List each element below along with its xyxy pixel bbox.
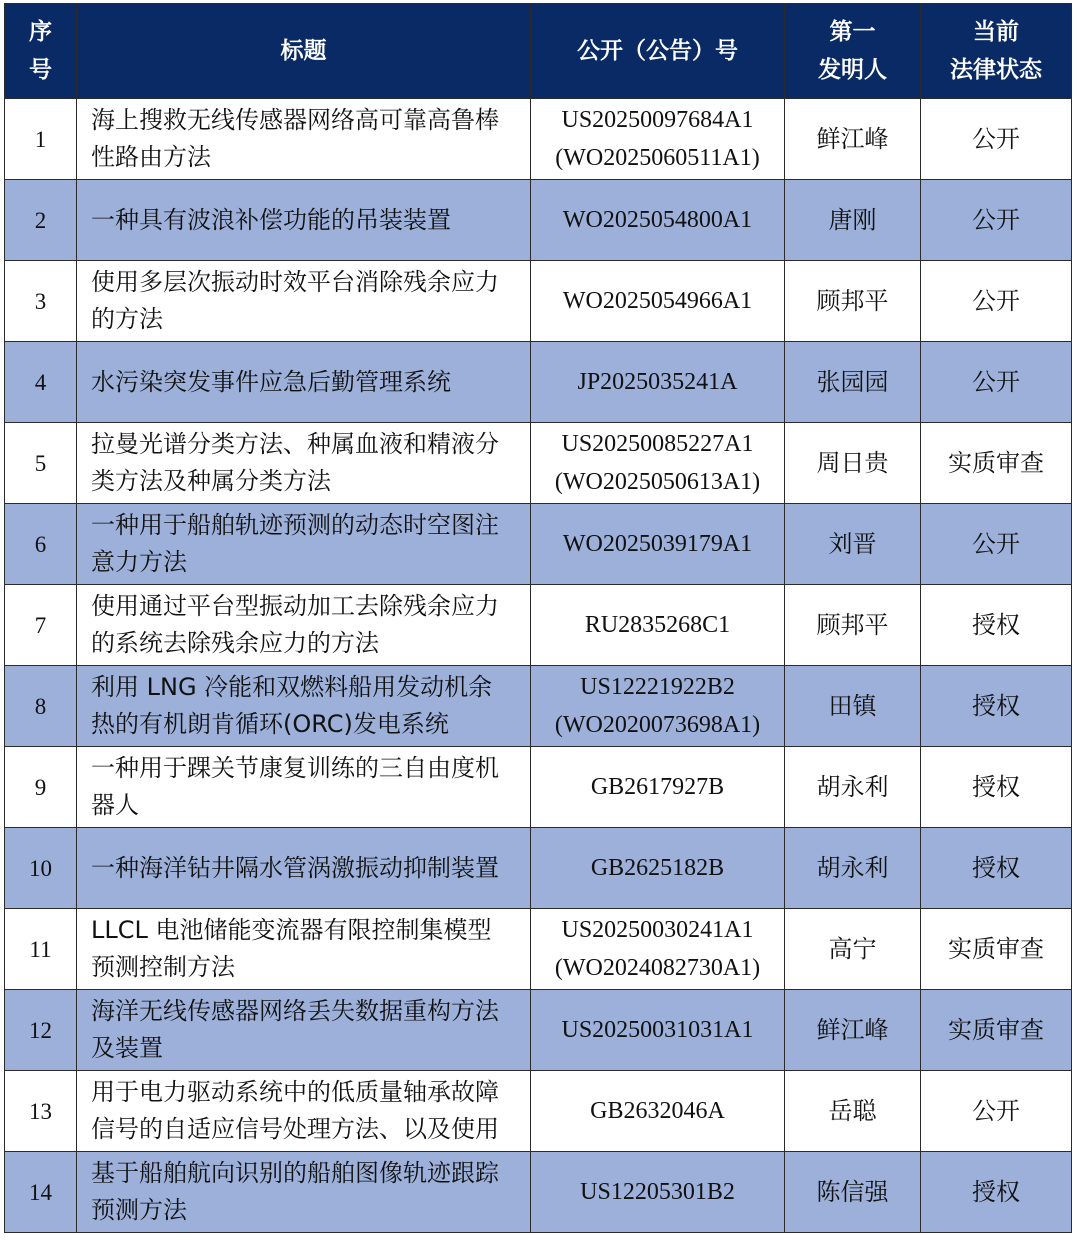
header-title: 标题 bbox=[77, 4, 531, 99]
publication-number-line: GB2625182B bbox=[590, 855, 725, 881]
table-row bbox=[5, 1071, 1072, 1152]
row-inventor-cell: 顾邦平 bbox=[785, 261, 921, 342]
table-row bbox=[5, 180, 1072, 261]
row-inventor-cell: 鲜江峰 bbox=[785, 99, 921, 180]
patent-table bbox=[4, 3, 1072, 1233]
row-inventor-cell: 顾邦平 bbox=[785, 585, 921, 666]
publication-number-line: US20250031031A1 bbox=[561, 1017, 754, 1043]
row-seq-cell: 3 bbox=[5, 261, 77, 342]
row-status-cell: 授权 bbox=[921, 1152, 1072, 1233]
row-status-cell: 公开 bbox=[921, 99, 1072, 180]
row-inventor-cell: 鲜江峰 bbox=[785, 990, 921, 1071]
header-inventor-line: 第一 bbox=[829, 19, 876, 45]
row-inventor-cell: 周日贵 bbox=[785, 423, 921, 504]
row-seq-cell: 1 bbox=[5, 99, 77, 180]
title-line: 信号的自适应信号处理方法、以及使用 bbox=[91, 1115, 499, 1143]
table-row bbox=[5, 423, 1072, 504]
row-title-cell bbox=[77, 180, 531, 261]
row-inventor-cell: 刘晋 bbox=[785, 504, 921, 585]
row-inventor-cell: 胡永利 bbox=[785, 747, 921, 828]
row-seq-cell: 8 bbox=[5, 666, 77, 747]
title-line: 基于船舶航向识别的船舶图像轨迹跟踪 bbox=[91, 1159, 499, 1187]
title-line: 及装置 bbox=[91, 1034, 163, 1062]
row-title-cell bbox=[77, 342, 531, 423]
row-publication-cell bbox=[531, 180, 785, 261]
row-title-cell bbox=[77, 747, 531, 828]
row-status-cell: 实质审查 bbox=[921, 990, 1072, 1071]
table-row bbox=[5, 261, 1072, 342]
row-status-cell: 公开 bbox=[921, 1071, 1072, 1152]
header-seq-line: 号 bbox=[29, 57, 52, 83]
title-line: 海洋无线传感器网络丢失数据重构方法 bbox=[91, 997, 499, 1025]
row-status-cell: 实质审查 bbox=[921, 423, 1072, 504]
row-title-cell bbox=[77, 666, 531, 747]
title-line: LLCL 电池储能变流器有限控制集模型 bbox=[91, 916, 492, 944]
publication-number-line: WO2025039179A1 bbox=[562, 531, 753, 557]
row-inventor-cell: 陈信强 bbox=[785, 1152, 921, 1233]
row-seq-cell: 5 bbox=[5, 423, 77, 504]
row-seq-cell: 13 bbox=[5, 1071, 77, 1152]
title-line: 使用通过平台型振动加工去除残余应力 bbox=[91, 592, 499, 620]
title-line: 预测方法 bbox=[91, 1196, 187, 1224]
row-title-cell bbox=[77, 990, 531, 1071]
header-first-inventor bbox=[785, 4, 921, 99]
table-row bbox=[5, 1152, 1072, 1233]
row-publication-cell bbox=[531, 1071, 785, 1152]
title-line: 用于电力驱动系统中的低质量轴承故障 bbox=[91, 1078, 499, 1106]
row-status-cell: 授权 bbox=[921, 828, 1072, 909]
row-status-cell: 公开 bbox=[921, 504, 1072, 585]
row-inventor-cell: 张园园 bbox=[785, 342, 921, 423]
header-seq-line: 序 bbox=[29, 19, 52, 45]
table-row bbox=[5, 342, 1072, 423]
publication-number-line: RU2835268C1 bbox=[584, 612, 731, 638]
row-seq-cell: 7 bbox=[5, 585, 77, 666]
title-line: 利用 LNG 冷能和双燃料船用发动机余 bbox=[91, 673, 493, 701]
row-inventor-cell: 胡永利 bbox=[785, 828, 921, 909]
row-seq-cell: 6 bbox=[5, 504, 77, 585]
row-seq-cell: 14 bbox=[5, 1152, 77, 1233]
title-line: 一种用于踝关节康复训练的三自由度机 bbox=[91, 754, 499, 782]
title-line: 热的有机朗肯循环(ORC)发电系统 bbox=[91, 710, 449, 738]
row-title-cell bbox=[77, 909, 531, 990]
header-status-line: 当前 bbox=[973, 19, 1019, 45]
title-line: 一种用于船舶轨迹预测的动态时空图注 bbox=[91, 511, 499, 539]
publication-number-line: (WO2025050613A1) bbox=[554, 469, 761, 495]
row-title-cell bbox=[77, 1152, 531, 1233]
row-publication-cell bbox=[531, 747, 785, 828]
row-status-cell: 公开 bbox=[921, 180, 1072, 261]
title-line: 预测控制方法 bbox=[91, 953, 235, 981]
publication-number-line: (WO2020073698A1) bbox=[554, 712, 761, 738]
publication-number-line: (WO2024082730A1) bbox=[554, 955, 761, 981]
title-line: 一种海洋钻井隔水管涡激振动抑制装置 bbox=[91, 853, 499, 882]
title-line: 性路由方法 bbox=[91, 143, 211, 171]
row-publication-cell bbox=[531, 666, 785, 747]
header-status-line: 法律状态 bbox=[950, 57, 1042, 83]
table-row bbox=[5, 666, 1072, 747]
row-status-cell: 公开 bbox=[921, 342, 1072, 423]
row-inventor-cell: 岳聪 bbox=[785, 1071, 921, 1152]
publication-number-line: US20250085227A1 bbox=[561, 431, 754, 457]
row-publication-cell bbox=[531, 99, 785, 180]
row-title-cell bbox=[77, 828, 531, 909]
row-status-cell: 公开 bbox=[921, 261, 1072, 342]
row-publication-cell bbox=[531, 504, 785, 585]
row-title-cell bbox=[77, 504, 531, 585]
row-status-cell: 实质审查 bbox=[921, 909, 1072, 990]
row-title-cell bbox=[77, 99, 531, 180]
row-publication-cell bbox=[531, 828, 785, 909]
publication-number-line: GB2617927B bbox=[590, 774, 725, 800]
row-publication-cell bbox=[531, 909, 785, 990]
row-publication-cell bbox=[531, 585, 785, 666]
header-seq bbox=[5, 4, 77, 99]
title-line: 类方法及种属分类方法 bbox=[91, 467, 331, 495]
table-row bbox=[5, 990, 1072, 1071]
header-inventor-line: 发明人 bbox=[818, 57, 887, 83]
header-legal-status bbox=[921, 4, 1072, 99]
row-status-cell: 授权 bbox=[921, 666, 1072, 747]
row-status-cell: 授权 bbox=[921, 585, 1072, 666]
table-row bbox=[5, 99, 1072, 180]
row-seq-cell: 4 bbox=[5, 342, 77, 423]
title-line: 海上搜救无线传感器网络高可靠高鲁棒 bbox=[91, 106, 499, 134]
publication-number-line: US12221922B2 bbox=[580, 674, 735, 700]
row-seq-cell: 12 bbox=[5, 990, 77, 1071]
publication-number-line: (WO2025060511A1) bbox=[555, 145, 760, 171]
row-seq-cell: 2 bbox=[5, 180, 77, 261]
title-line: 器人 bbox=[91, 791, 139, 819]
title-line: 水污染突发事件应急后勤管理系统 bbox=[91, 367, 451, 396]
publication-number-line: WO2025054800A1 bbox=[562, 207, 753, 233]
header-row bbox=[5, 4, 1072, 99]
table-row bbox=[5, 909, 1072, 990]
row-seq-cell: 10 bbox=[5, 828, 77, 909]
publication-number-line: JP2025035241A bbox=[577, 369, 738, 395]
publication-number-line: US20250030241A1 bbox=[561, 917, 754, 943]
row-inventor-cell: 高宁 bbox=[785, 909, 921, 990]
row-inventor-cell: 田镇 bbox=[785, 666, 921, 747]
table-body bbox=[5, 99, 1072, 1233]
title-line: 使用多层次振动时效平台消除残余应力 bbox=[91, 268, 499, 296]
table-row bbox=[5, 585, 1072, 666]
row-publication-cell bbox=[531, 990, 785, 1071]
row-title-cell bbox=[77, 261, 531, 342]
row-publication-cell bbox=[531, 1152, 785, 1233]
table-row bbox=[5, 504, 1072, 585]
publication-number-line: US20250097684A1 bbox=[561, 107, 754, 133]
title-line: 拉曼光谱分类方法、种属血液和精液分 bbox=[91, 430, 499, 458]
row-publication-cell bbox=[531, 261, 785, 342]
title-line: 的方法 bbox=[91, 305, 163, 333]
title-line: 的系统去除残余应力的方法 bbox=[91, 629, 379, 657]
patent-table-container bbox=[4, 3, 1071, 1233]
table-row bbox=[5, 828, 1072, 909]
row-publication-cell bbox=[531, 342, 785, 423]
title-line: 一种具有波浪补偿功能的吊装装置 bbox=[91, 205, 451, 234]
row-title-cell bbox=[77, 1071, 531, 1152]
row-status-cell: 授权 bbox=[921, 747, 1072, 828]
row-seq-cell: 11 bbox=[5, 909, 77, 990]
header-publication-number: 公开（公告）号 bbox=[531, 4, 785, 99]
row-publication-cell bbox=[531, 423, 785, 504]
title-line: 意力方法 bbox=[91, 548, 187, 576]
row-inventor-cell: 唐刚 bbox=[785, 180, 921, 261]
row-title-cell bbox=[77, 423, 531, 504]
row-seq-cell: 9 bbox=[5, 747, 77, 828]
row-title-cell bbox=[77, 585, 531, 666]
publication-number-line: WO2025054966A1 bbox=[562, 288, 753, 314]
publication-number-line: GB2632046A bbox=[590, 1098, 725, 1124]
table-row bbox=[5, 747, 1072, 828]
publication-number-line: US12205301B2 bbox=[580, 1179, 735, 1205]
